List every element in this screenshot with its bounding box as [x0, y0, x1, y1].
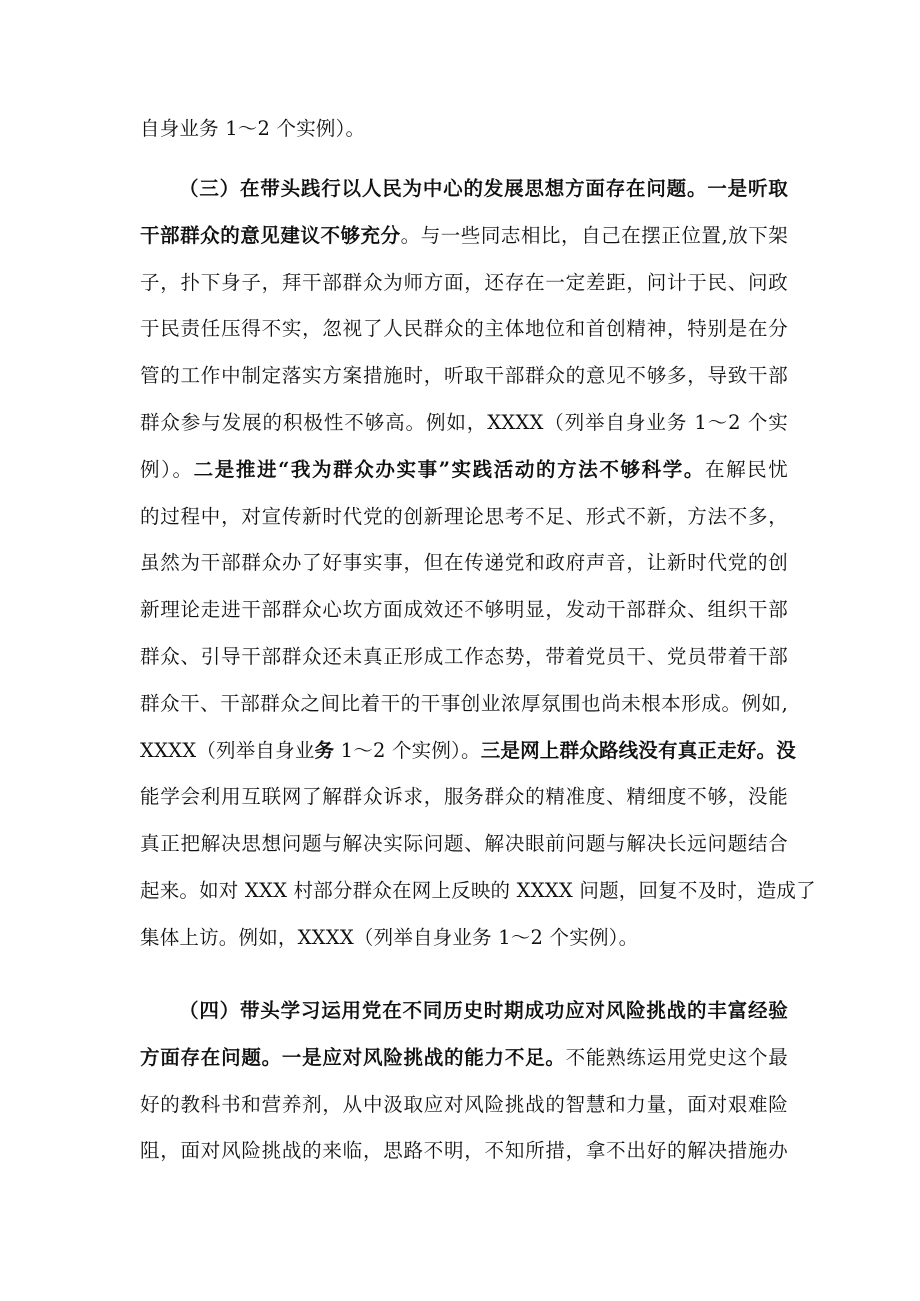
text-line [140, 868, 816, 915]
text-run: XXXX（列举自身业 [140, 738, 315, 762]
text-run: 能学会利用互联网了解群众诉求，服务群众的精准度、精细度不够，没能 [140, 785, 788, 809]
text-run: 好的教科书和营养剂，从中汲取应对风险挑战的智慧和力量，面对艰难险 [140, 1092, 788, 1116]
text-line [140, 260, 788, 307]
text-line [140, 540, 788, 587]
text-line [140, 1082, 788, 1129]
text-run: 管的工作中制定落实方案措施时，听取干部群众的意见不够多，导致干部 [140, 364, 788, 388]
text-line [140, 447, 788, 494]
text-run: 1～2 个实例）。 [334, 738, 481, 762]
paragraph-lines [140, 106, 788, 153]
bold-text-run: 干部群众的意见建议不够充分 [140, 223, 401, 247]
text-line [140, 106, 788, 153]
paragraph-section-4 [140, 988, 788, 1175]
bold-text-run: 方面存在问题。一是应对风险挑战的能力不足。 [140, 1045, 566, 1069]
text-line [140, 915, 788, 962]
text-run: 例）。 [140, 457, 194, 481]
text-run: 自身业务 1～2 个实例）。 [140, 117, 366, 140]
text-line [140, 166, 788, 213]
text-line [140, 634, 788, 681]
text-line [140, 353, 788, 400]
text-run: 。与一些同志相比，自己在摆正位置,放下架 [400, 223, 788, 247]
bold-text-run: （四）带头学习运用党在不同历史时期成功应对风险挑战的丰富经验 [179, 999, 788, 1022]
text-line [140, 587, 788, 634]
paragraph-lines [140, 988, 788, 1175]
text-line [140, 213, 788, 260]
text-run: 阻，面对风险挑战的来临，思路不明，不知所措，拿不出好的解决措施办 [140, 1139, 788, 1163]
text-line [140, 400, 788, 447]
bold-text-run: 三是网上群众路线没有真正走好。没 [480, 738, 796, 762]
text-line [140, 988, 788, 1035]
paragraph-lines [140, 166, 816, 962]
text-run: 于民责任压得不实，忽视了人民群众的主体地位和首创精神，特别是在分 [140, 317, 788, 341]
text-line [140, 306, 788, 353]
text-run: 不能熟练运用党史这个最 [565, 1045, 789, 1069]
text-run: 子，扑下身子，拜干部群众为师方面，还存在一定差距，问计于民、问政 [140, 270, 788, 294]
text-line [140, 728, 796, 775]
text-run: 集体上访。例如，XXXX（列举自身业务 1～2 个实例）。 [140, 925, 639, 949]
text-line [140, 494, 788, 541]
text-line [140, 1128, 788, 1175]
text-run: 在解民忧 [704, 457, 789, 481]
text-line [140, 774, 788, 821]
text-line [140, 681, 788, 728]
text-run: 群众、引导干部群众还未真正形成工作态势，带着党员干、党员带着干部 [140, 644, 788, 668]
text-line [140, 1035, 788, 1082]
text-run: 的过程中，对宣传新时代党的创新理论思考不足、形式不新，方法不多， [140, 504, 788, 528]
text-run: 群众干、干部群众之间比着干的干事创业浓厚氛围也尚未根本形成。例如, [140, 691, 788, 715]
text-run: 虽然为干部群众办了好事实事，但在传递党和政府声音，让新时代党的创 [140, 551, 788, 575]
text-line [140, 821, 788, 868]
bold-text-run: （三）在带头践行以人民为中心的发展思想方面存在问题。一是听取 [179, 177, 788, 200]
paragraph-section-3 [140, 166, 816, 962]
text-run: 起来。如对 XXX 村部分群众在网上反映的 XXXX 问题，回复不及时，造成了 [140, 878, 816, 902]
text-run: 真正把解决思想问题与解决实际问题、解决眼前问题与解决长远问题结合 [140, 832, 788, 856]
text-run: 新理论走进干部群众心坎方面成效还不够明显，发动干部群众、组织干部 [140, 598, 788, 622]
paragraph-continuation [140, 106, 788, 153]
bold-text-run: 二是推进“我为群众办实事”实践活动的方法不够科学。 [193, 457, 705, 481]
bold-text-run: 务 [314, 738, 335, 762]
text-run: 群众参与发展的积极性不够高。例如，XXXX（列举自身业务 1～2 个实 [140, 410, 788, 434]
